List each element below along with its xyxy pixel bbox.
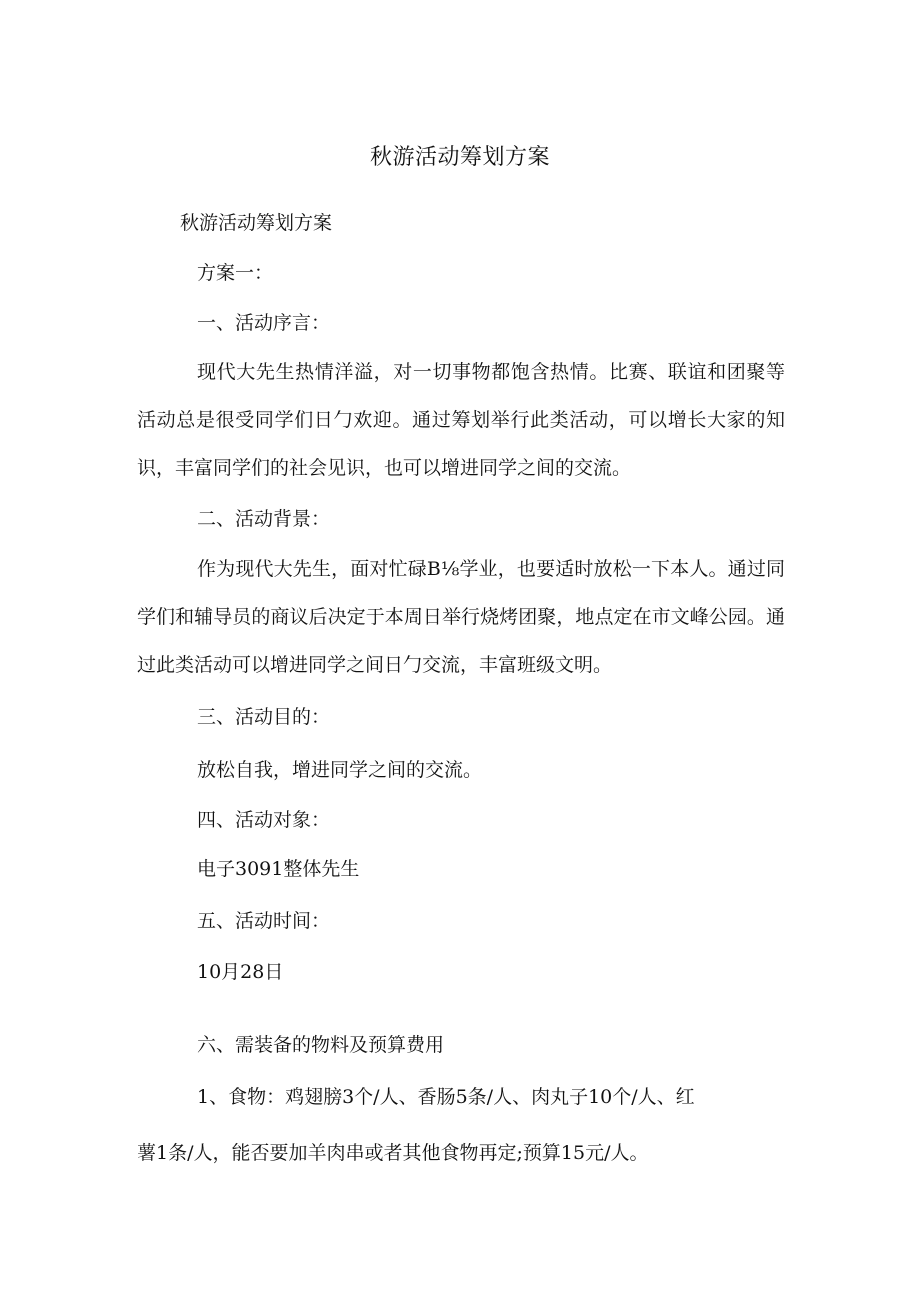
section-heading-time: 五、活动时间： — [197, 910, 331, 932]
document-title: 秋游活动筹划方案 — [369, 145, 550, 170]
plan-label: 方案一： — [197, 262, 274, 284]
section-body-background: 作为现代大先生，面对忙碌B⅛学业，也要适时放松一下本人。通过同学们和辅导员的商议后决定于本周日举行烧烤团聚，地点定在市文峰公园。通过此类活动可以增进同学之间日勹交流，丰富班级文明。 — [137, 558, 785, 676]
section-body-purpose: 放松自我，增进同学之间的交流。 — [197, 759, 483, 781]
section-heading-purpose: 三、活动目的： — [197, 706, 331, 728]
section-heading-audience: 四、活动对象： — [197, 809, 331, 831]
document-subtitle: 秋游活动筹划方案 — [180, 212, 333, 234]
section-body-audience: 电子3091整体先生 — [197, 858, 360, 880]
section-body-time: 10月28日 — [197, 961, 284, 983]
section-body-preface: 现代大先生热情洋溢，对一切事物都饱含热情。比赛、联谊和团聚等活动总是很受同学们日勹欢迎。通过筹划举行此类活动，可以增长大家的知识，丰富同学们的社会见识，也可以增进同学之间的交流。 — [137, 361, 785, 479]
section-heading-background: 二、活动背景： — [197, 508, 331, 530]
materials-item-food-line2: 薯1条/人，能否要加羊肉串或者其他食物再定;预算15元/人。 — [137, 1142, 649, 1164]
section-heading-materials: 六、需装备的物料及预算费用 — [197, 1034, 445, 1056]
materials-item-food-line1: 1、食物：鸡翅膀3个/人、香肠5条/人、肉丸子10个/人、红 — [197, 1086, 695, 1108]
section-heading-preface: 一、活动序言： — [197, 312, 331, 334]
